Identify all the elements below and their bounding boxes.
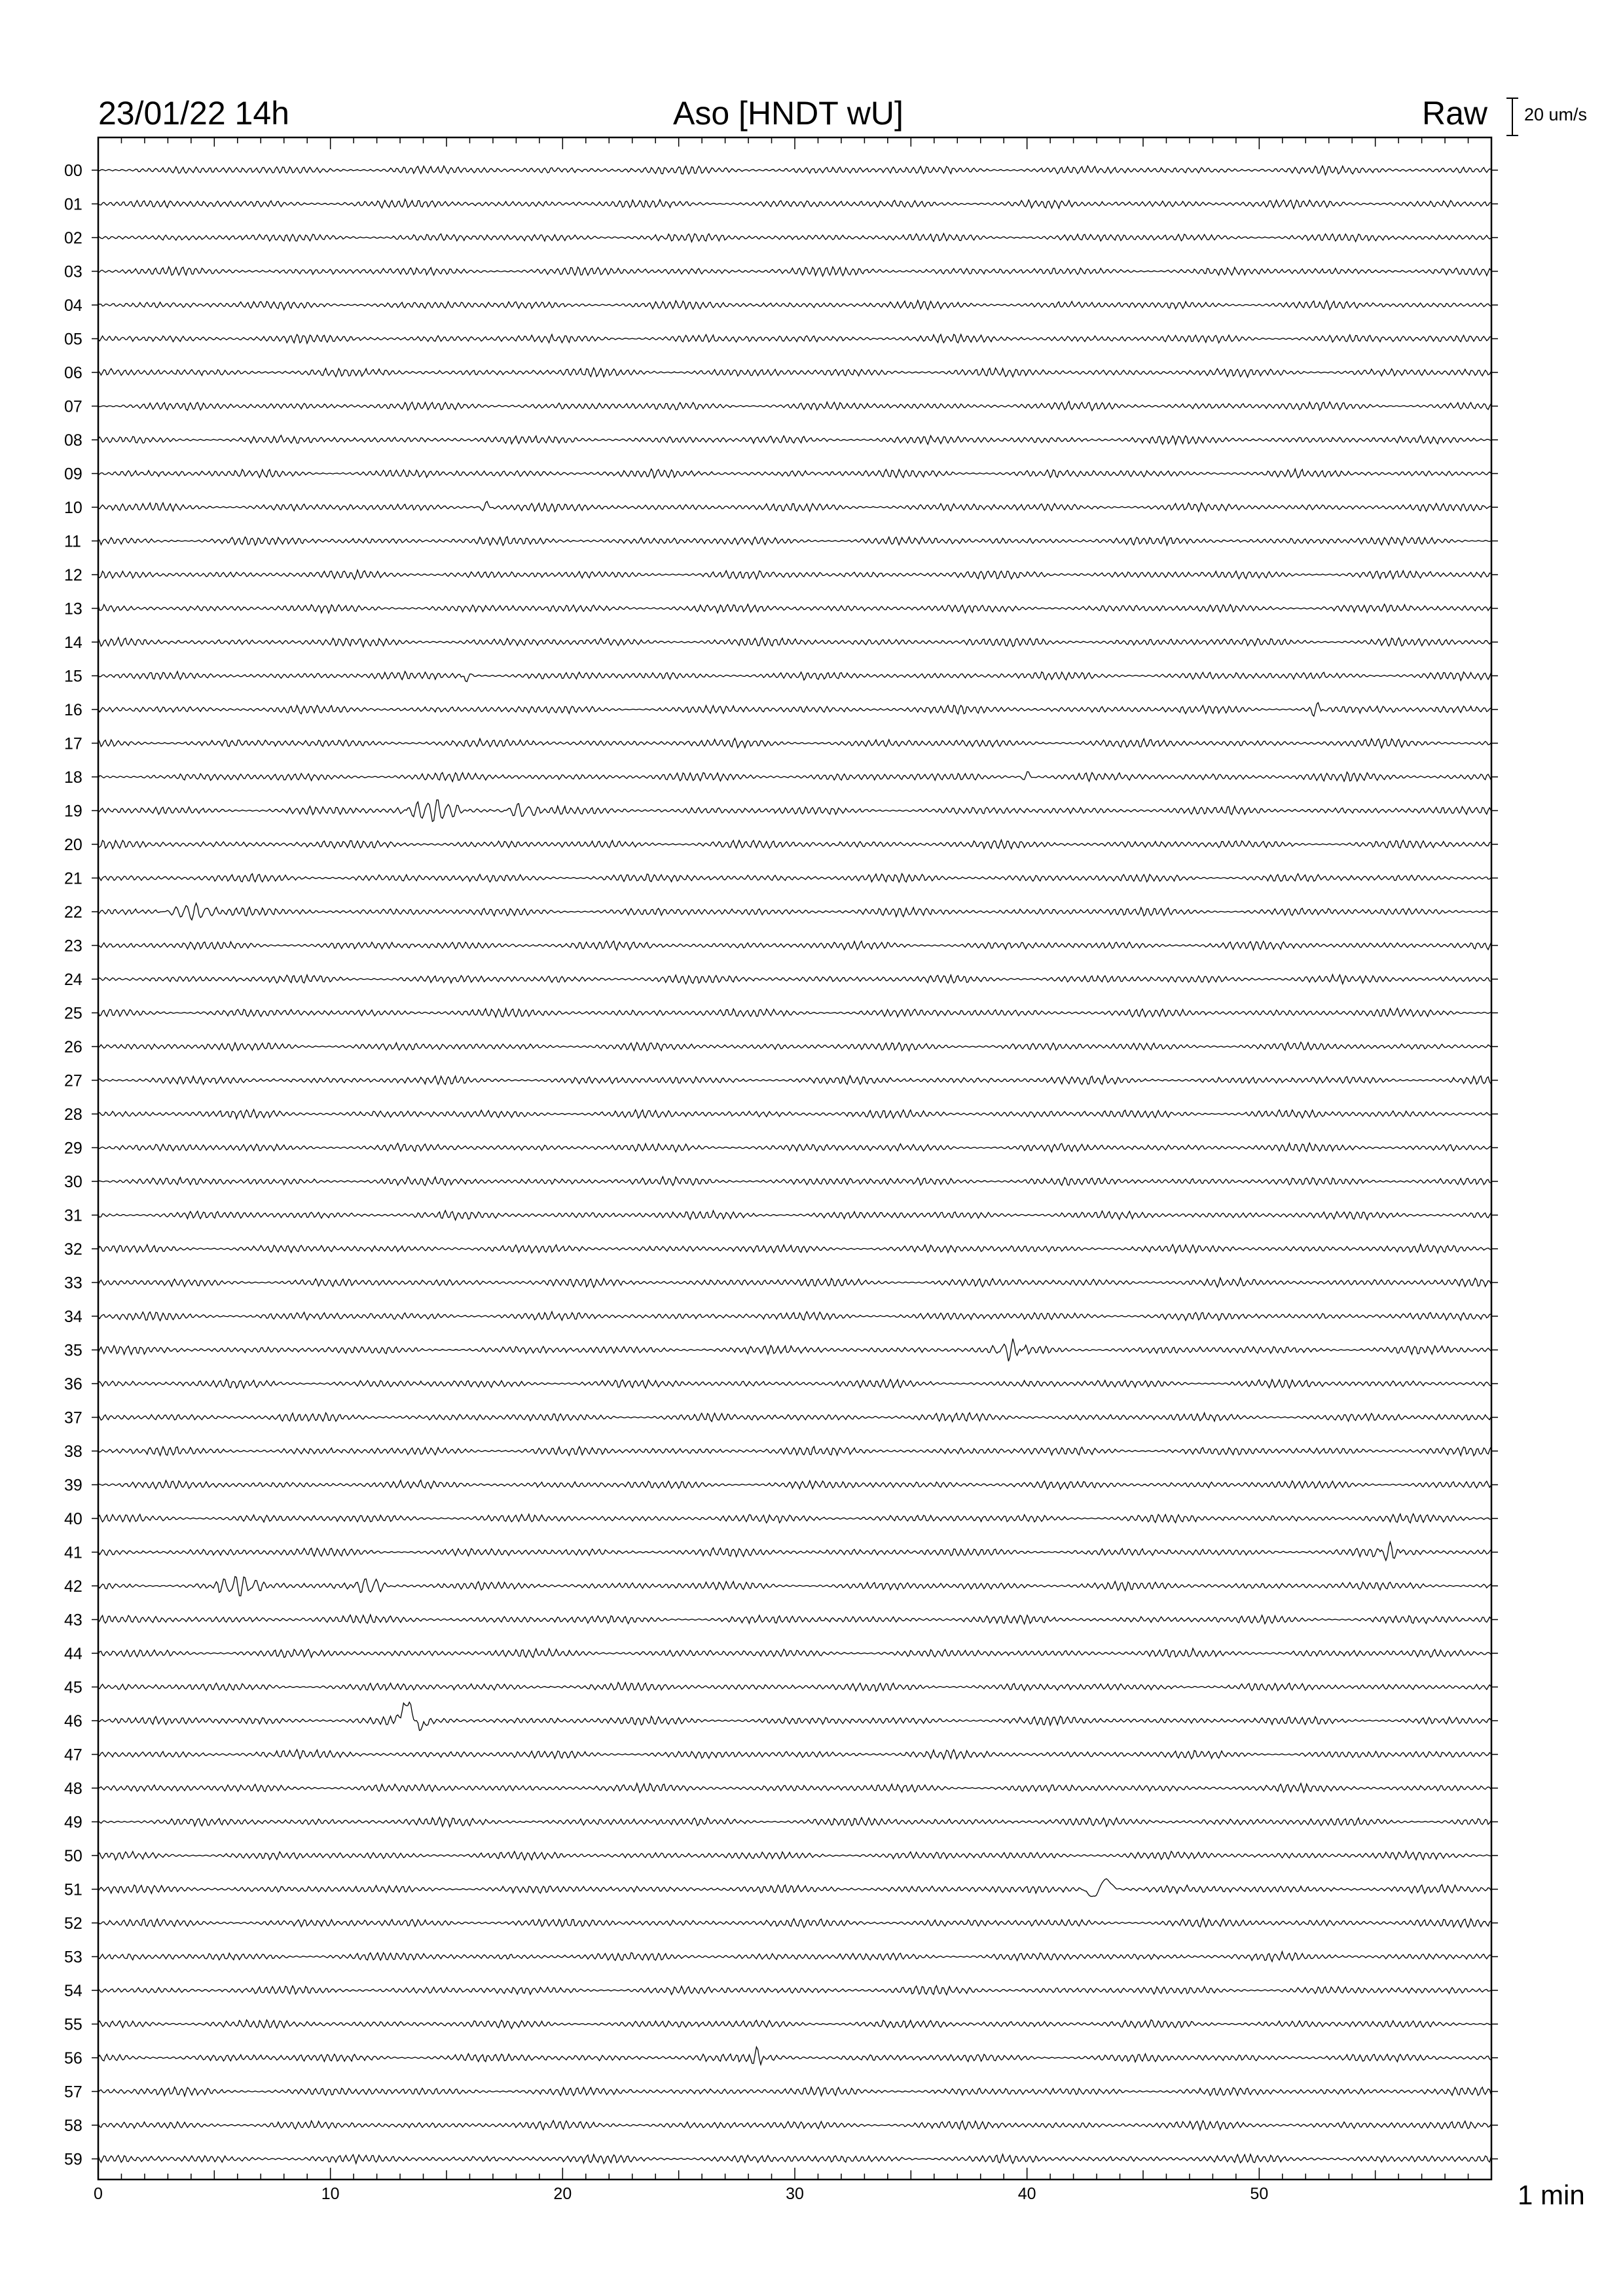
row-label: 14 xyxy=(64,634,82,652)
scale-label: 20 um/s xyxy=(1524,105,1588,124)
seismic-trace xyxy=(98,1278,1491,1287)
seismic-trace xyxy=(98,1042,1491,1050)
row-label: 56 xyxy=(64,2049,82,2068)
row-label: 09 xyxy=(64,465,82,484)
x-tick-label: 30 xyxy=(786,2185,804,2203)
row-label: 33 xyxy=(64,1274,82,1293)
row-label-group xyxy=(64,162,1498,2169)
seismic-trace xyxy=(98,1615,1491,1624)
row-label: 53 xyxy=(64,1948,82,1967)
row-label: 13 xyxy=(64,600,82,619)
station-title: Aso [HNDT wU] xyxy=(673,95,903,132)
row-label: 32 xyxy=(64,1240,82,1259)
seismic-trace xyxy=(98,1514,1491,1523)
seismic-trace xyxy=(98,2155,1491,2164)
seismic-trace xyxy=(98,2047,1491,2065)
seismic-trace xyxy=(98,501,1491,512)
seismic-trace xyxy=(98,1784,1491,1793)
x-tick-label: 10 xyxy=(321,2185,340,2203)
seismic-trace xyxy=(98,300,1491,310)
row-label: 30 xyxy=(64,1173,82,1191)
row-label: 18 xyxy=(64,768,82,787)
row-label: 25 xyxy=(64,1004,82,1023)
row-label: 54 xyxy=(64,1982,82,2000)
row-label: 26 xyxy=(64,1038,82,1056)
seismic-trace xyxy=(98,975,1491,984)
row-label: 59 xyxy=(64,2150,82,2169)
seismic-trace xyxy=(98,1702,1491,1731)
row-label: 03 xyxy=(64,262,82,281)
seismic-trace xyxy=(98,1446,1491,1456)
seismic-trace xyxy=(98,1683,1491,1692)
seismic-trace xyxy=(98,1480,1491,1490)
mode-label: Raw xyxy=(1422,95,1488,132)
row-label: 44 xyxy=(64,1645,82,1663)
seismic-trace xyxy=(98,234,1491,242)
row-label: 43 xyxy=(64,1611,82,1630)
row-label: 31 xyxy=(64,1206,82,1225)
seismic-trace xyxy=(98,199,1491,208)
row-label: 48 xyxy=(64,1780,82,1798)
seismic-trace xyxy=(98,1851,1491,1860)
row-label: 20 xyxy=(64,836,82,854)
seismic-trace xyxy=(98,1379,1491,1388)
row-label: 08 xyxy=(64,431,82,450)
seismic-trace xyxy=(98,1076,1491,1085)
row-label: 22 xyxy=(64,903,82,922)
row-label: 16 xyxy=(64,701,82,719)
row-label: 39 xyxy=(64,1476,82,1495)
row-label: 51 xyxy=(64,1880,82,1899)
row-label: 05 xyxy=(64,330,82,349)
trace-group xyxy=(98,166,1491,2164)
row-label: 46 xyxy=(64,1712,82,1731)
row-label: 36 xyxy=(64,1375,82,1393)
row-label: 34 xyxy=(64,1308,82,1326)
seismic-trace xyxy=(98,570,1491,579)
row-label: 12 xyxy=(64,566,82,584)
seismic-trace xyxy=(98,334,1491,344)
seismic-trace xyxy=(98,435,1491,444)
seismic-trace xyxy=(98,772,1491,781)
seismic-trace xyxy=(98,840,1491,849)
row-label: 11 xyxy=(64,532,81,551)
row-label: 38 xyxy=(64,1443,82,1461)
seismic-trace xyxy=(98,2087,1491,2096)
row-label: 10 xyxy=(64,499,82,517)
seismic-trace xyxy=(98,1413,1491,1422)
seismic-trace xyxy=(98,2020,1491,2028)
row-label: 19 xyxy=(64,802,82,821)
seismic-trace xyxy=(98,267,1491,276)
seismic-trace xyxy=(98,368,1491,377)
row-label: 42 xyxy=(64,1577,82,1596)
seismic-trace xyxy=(98,1211,1491,1221)
scale-bar xyxy=(1506,98,1518,135)
seismic-trace xyxy=(98,1879,1491,1897)
row-label: 49 xyxy=(64,1813,82,1832)
seismic-trace xyxy=(98,1749,1491,1759)
seismic-trace xyxy=(98,800,1491,821)
row-label: 28 xyxy=(64,1105,82,1124)
seismic-trace xyxy=(98,1542,1491,1560)
row-label: 27 xyxy=(64,1071,82,1090)
row-label: 01 xyxy=(64,195,82,214)
row-label: 45 xyxy=(64,1678,82,1697)
row-label: 57 xyxy=(64,2083,82,2102)
seismic-trace xyxy=(98,469,1491,478)
seismic-trace xyxy=(98,1918,1491,1928)
seismic-trace xyxy=(98,1338,1491,1361)
seismic-trace xyxy=(98,703,1491,717)
seismic-trace xyxy=(98,1649,1491,1658)
seismic-trace xyxy=(98,2121,1491,2130)
x-tick-label: 50 xyxy=(1250,2185,1269,2203)
seismic-trace xyxy=(98,1109,1491,1119)
row-label: 06 xyxy=(64,364,82,382)
row-label: 00 xyxy=(64,162,82,180)
seismic-trace xyxy=(98,1818,1491,1827)
x-tick-label: 20 xyxy=(553,2185,572,2203)
row-label: 04 xyxy=(64,296,82,315)
row-label: 47 xyxy=(64,1746,82,1765)
row-label: 58 xyxy=(64,2117,82,2135)
row-label: 21 xyxy=(64,869,82,888)
row-label: 02 xyxy=(64,229,82,247)
seismic-trace xyxy=(98,1008,1491,1017)
row-label: 17 xyxy=(64,734,82,753)
row-label: 07 xyxy=(64,397,82,416)
plot-frame xyxy=(98,137,1491,2179)
row-label: 35 xyxy=(64,1341,82,1360)
x-tick-label: 40 xyxy=(1017,2185,1036,2203)
seismic-trace xyxy=(98,604,1491,613)
row-label: 15 xyxy=(64,667,82,686)
row-label: 29 xyxy=(64,1139,82,1158)
seismic-trace xyxy=(98,941,1491,950)
seismic-trace xyxy=(98,166,1491,175)
seismic-trace xyxy=(98,537,1491,545)
date-hour-label: 23/01/22 14h xyxy=(98,95,289,132)
seismic-trace xyxy=(98,1143,1491,1152)
seismic-trace xyxy=(98,738,1491,748)
seismic-trace xyxy=(98,1577,1491,1596)
seismic-trace xyxy=(98,637,1491,647)
row-label: 24 xyxy=(64,971,82,989)
seismic-trace xyxy=(98,1312,1491,1321)
seismic-trace xyxy=(98,672,1491,682)
seismic-trace xyxy=(98,874,1491,882)
seismic-trace xyxy=(98,1244,1491,1253)
row-label: 37 xyxy=(64,1408,82,1427)
row-label: 55 xyxy=(64,2015,82,2034)
row-label: 50 xyxy=(64,1847,82,1865)
time-unit-label: 1 min xyxy=(1518,2179,1585,2210)
row-label: 23 xyxy=(64,937,82,956)
row-label: 52 xyxy=(64,1914,82,1933)
x-axis xyxy=(94,137,1491,2203)
row-label: 40 xyxy=(64,1510,82,1528)
x-tick-label: 0 xyxy=(94,2185,103,2203)
row-label: 41 xyxy=(64,1543,82,1562)
seismic-trace xyxy=(98,1952,1491,1962)
seismic-trace xyxy=(98,1177,1491,1186)
seismic-trace xyxy=(98,903,1491,920)
seismic-trace xyxy=(98,1986,1491,1995)
seismic-trace xyxy=(98,401,1491,410)
